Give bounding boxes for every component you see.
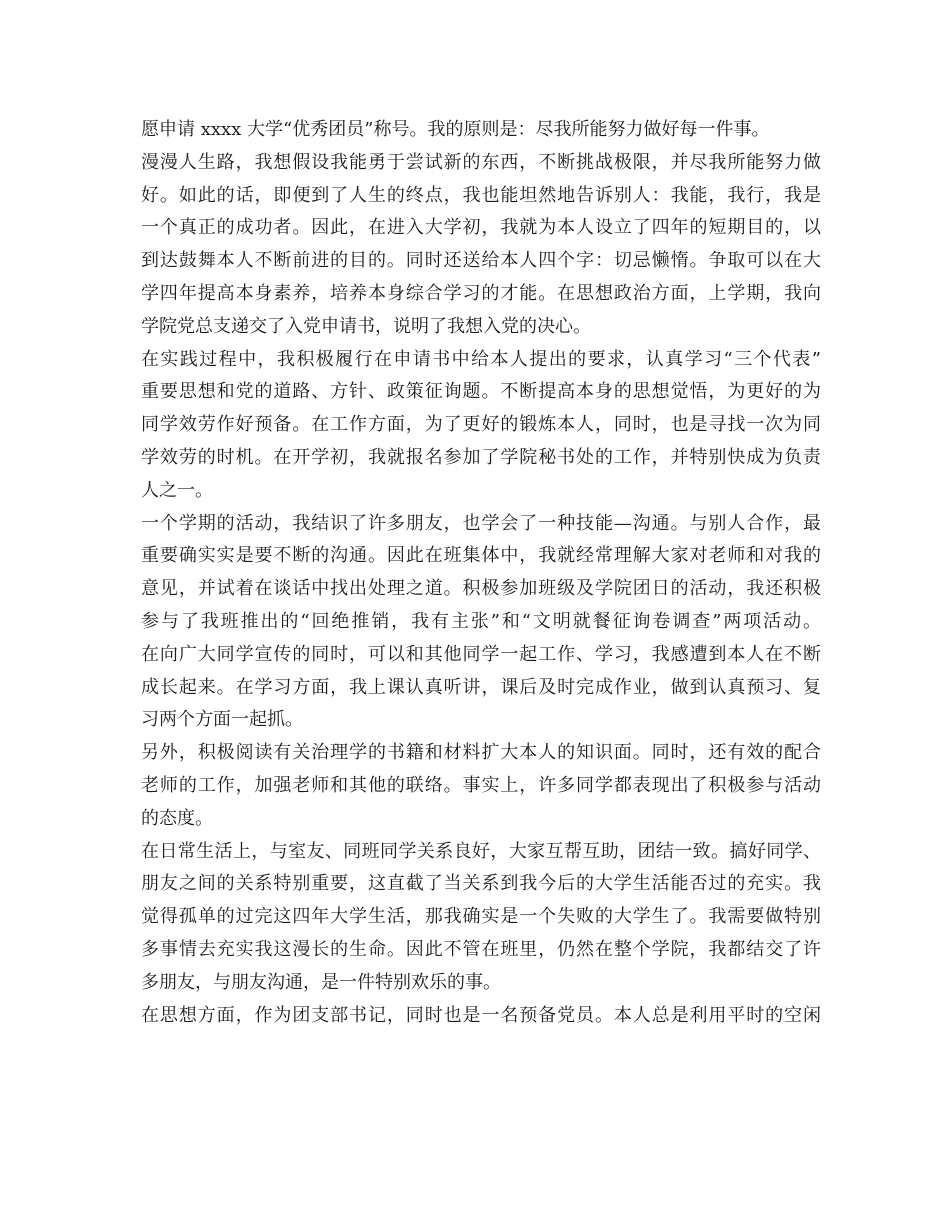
text-line: 习两个方面一起抓。	[141, 709, 303, 731]
text-line: 成长起来。在学习方面，我上课认真听讲，课后及时完成作业，做到认真预习、复	[141, 676, 821, 698]
text-line: 学院党总支递交了入党申请书，说明了我想入党的决心。	[141, 315, 591, 337]
text-line: 学四年提高本身素养，培养本身综合学习的才能。在思想政治方面，上学期，我向	[141, 282, 821, 304]
text-line: 在日常生活上，与室友、同班同学关系良好，大家互帮互助，团结一致。搞好同学、	[141, 840, 821, 862]
text-line: 在思想方面，作为团支部书记，同时也是一名预备党员。本人总是利用平时的空闲	[141, 1004, 821, 1026]
text-line: 重要思想和党的道路、方针、政策征询题。不断提高本身的思想觉悟，为更好的为	[141, 381, 821, 403]
text-line: 到达鼓舞本人不断前进的目的。同时还送给本人四个字：切忌懒惰。争取可以在大	[141, 250, 821, 272]
document-body	[141, 116, 821, 1034]
text-line: 好。如此的话，即便到了人生的终点，我也能坦然地告诉别人：我能，我行，我是	[141, 184, 821, 206]
text-line: 另外，积极阅读有关治理学的书籍和材料扩大本人的知识面。同时，还有效的配合	[141, 742, 821, 764]
text-line: 人之一。	[141, 479, 213, 501]
text-line: 多事情去充实我这漫长的生命。因此不管在班里，仍然在整个学院，我都结交了许	[141, 938, 821, 960]
text-line: 多朋友，与朋友沟通，是一件特别欢乐的事。	[141, 971, 501, 993]
text-line: 重要确实实是要不断的沟通。因此在班集体中，我就经常理解大家对老师和对我的	[141, 545, 821, 567]
text-line: 的态度。	[141, 807, 213, 829]
text-line: 朋友之间的关系特别重要，这直截了当关系到我今后的大学生活能否过的充实。我	[141, 873, 821, 895]
text-line: 在向广大同学宣传的同时，可以和其他同学一起工作、学习，我感遭到本人在不断	[141, 643, 821, 665]
text-line: 愿申请 xxxx 大学“优秀团员”称号。我的原则是：尽我所能努力做好每一件事。	[141, 119, 770, 140]
text-line: 觉得孤单的过完这四年大学生活，那我确实是一个失败的大学生了。我需要做特别	[141, 906, 821, 928]
text-line: 学效劳的时机。在开学初，我就报名参加了学院秘书处的工作，并特别快成为负责	[141, 446, 821, 468]
text-line: 同学效劳作好预备。在工作方面，为了更好的锻炼本人，同时，也是寻找一次为同	[141, 414, 821, 436]
text-line: 漫漫人生路，我想假设我能勇于尝试新的东西，不断挑战极限，并尽我所能努力做	[141, 151, 821, 173]
text-line: 在实践过程中，我积极履行在申请书中给本人提出的要求，认真学习“三个代表”	[141, 348, 821, 370]
text-line: 一个真正的成功者。因此，在进入大学初，我就为本人设立了四年的短期目的，以	[141, 217, 821, 239]
text-line: 一个学期的活动，我结识了许多朋友，也学会了一种技能—沟通。与别人合作，最	[141, 512, 821, 534]
text-line: 老师的工作，加强老师和其他的联络。事实上，许多同学都表现出了积极参与活动	[141, 774, 821, 796]
text-line: 参与了我班推出的“回绝推销，我有主张”和“文明就餐征询卷调查”两项活动。	[141, 610, 821, 632]
text-line: 意见，并试着在谈话中找出处理之道。积极参加班级及学院团日的活动，我还积极	[141, 578, 821, 600]
